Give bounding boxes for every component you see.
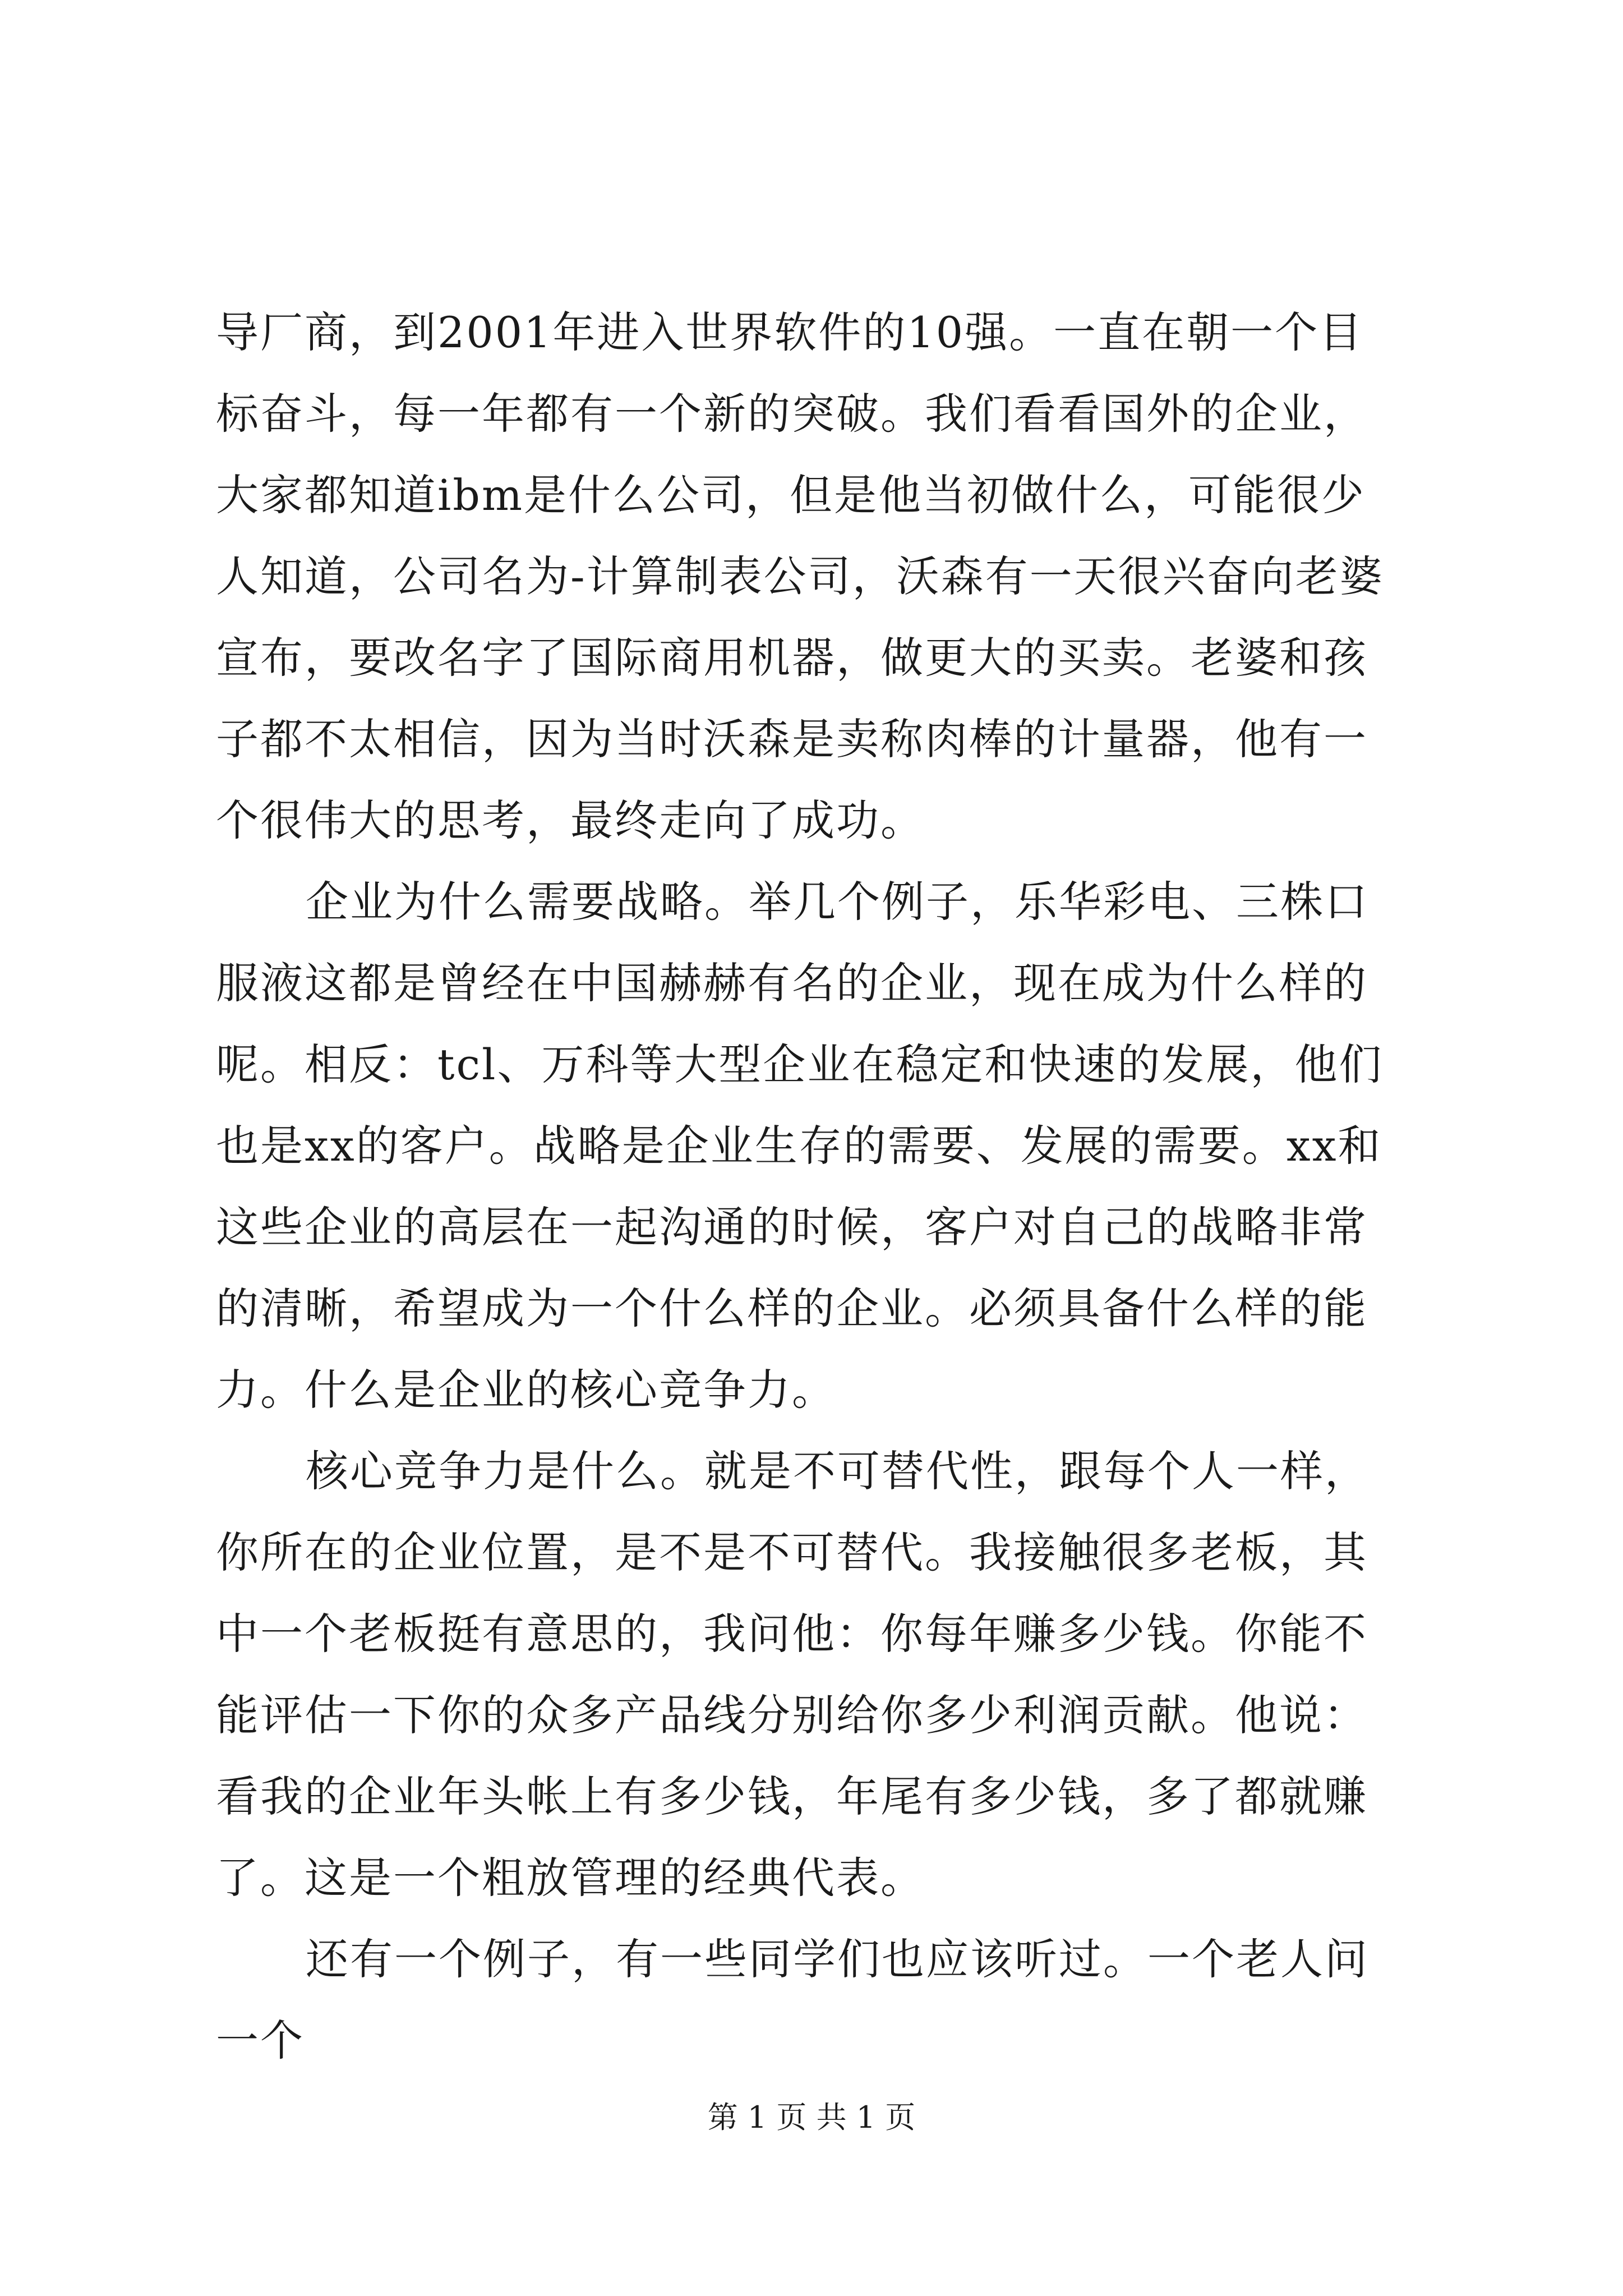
paragraph-4: 还有一个例子，有一些同学们也应该听过。一个老人问一个 [216,1934,1369,2065]
paragraph-1: 导厂商，到2001年进入世界软件的10强。一直在朝一个目标奋斗，每一年都有一个新的突破。我们看看国外的企业，大家都知道ibm是什么公司，但是他当初做什么，可能很少人知道，公司名为-计算制表公司，沃森有一天很兴奋向老婆宣布，要改名字了国际商用机器，做更大的买卖。老婆和孩子都不太相信，因为当时沃森是卖称肉棒的计量器，他有一个很伟大的思考，最终走向了成功。 [216,307,1384,845]
document-body [216,292,1408,2081]
paragraph-2: 企业为什么需要战略。举几个例子，乐华彩电、三株口服液这都是曾经在中国赫赫有名的企业，现在成为什么样的呢。相反：tcl、万科等大型企业在稳定和快速的发展，他们也是xx的客户。战略是企业生存的需要、发展的需要。xx和这些企业的高层在一起沟通的时候，客户对自己的战略非常的清晰，希望成为一个什么样的企业。必须具备什么样的能力。什么是企业的核心竞争力。 [216,877,1384,1415]
page-footer: 第 1 页 共 1 页 [707,2100,916,2135]
paragraph-3: 核心竞争力是什么。就是不可替代性，跟每个人一样，你所在的企业位置，是不是不可替代。我接触很多老板，其中一个老板挺有意思的，我问他：你每年赚多少钱。你能不能评估一下你的众多产品线分别给你多少利润贡献。他说：看我的企业年头帐上有多少钱，年尾有多少钱，多了都就赚了。这是一个粗放管理的经典代表。 [216,1446,1369,1903]
